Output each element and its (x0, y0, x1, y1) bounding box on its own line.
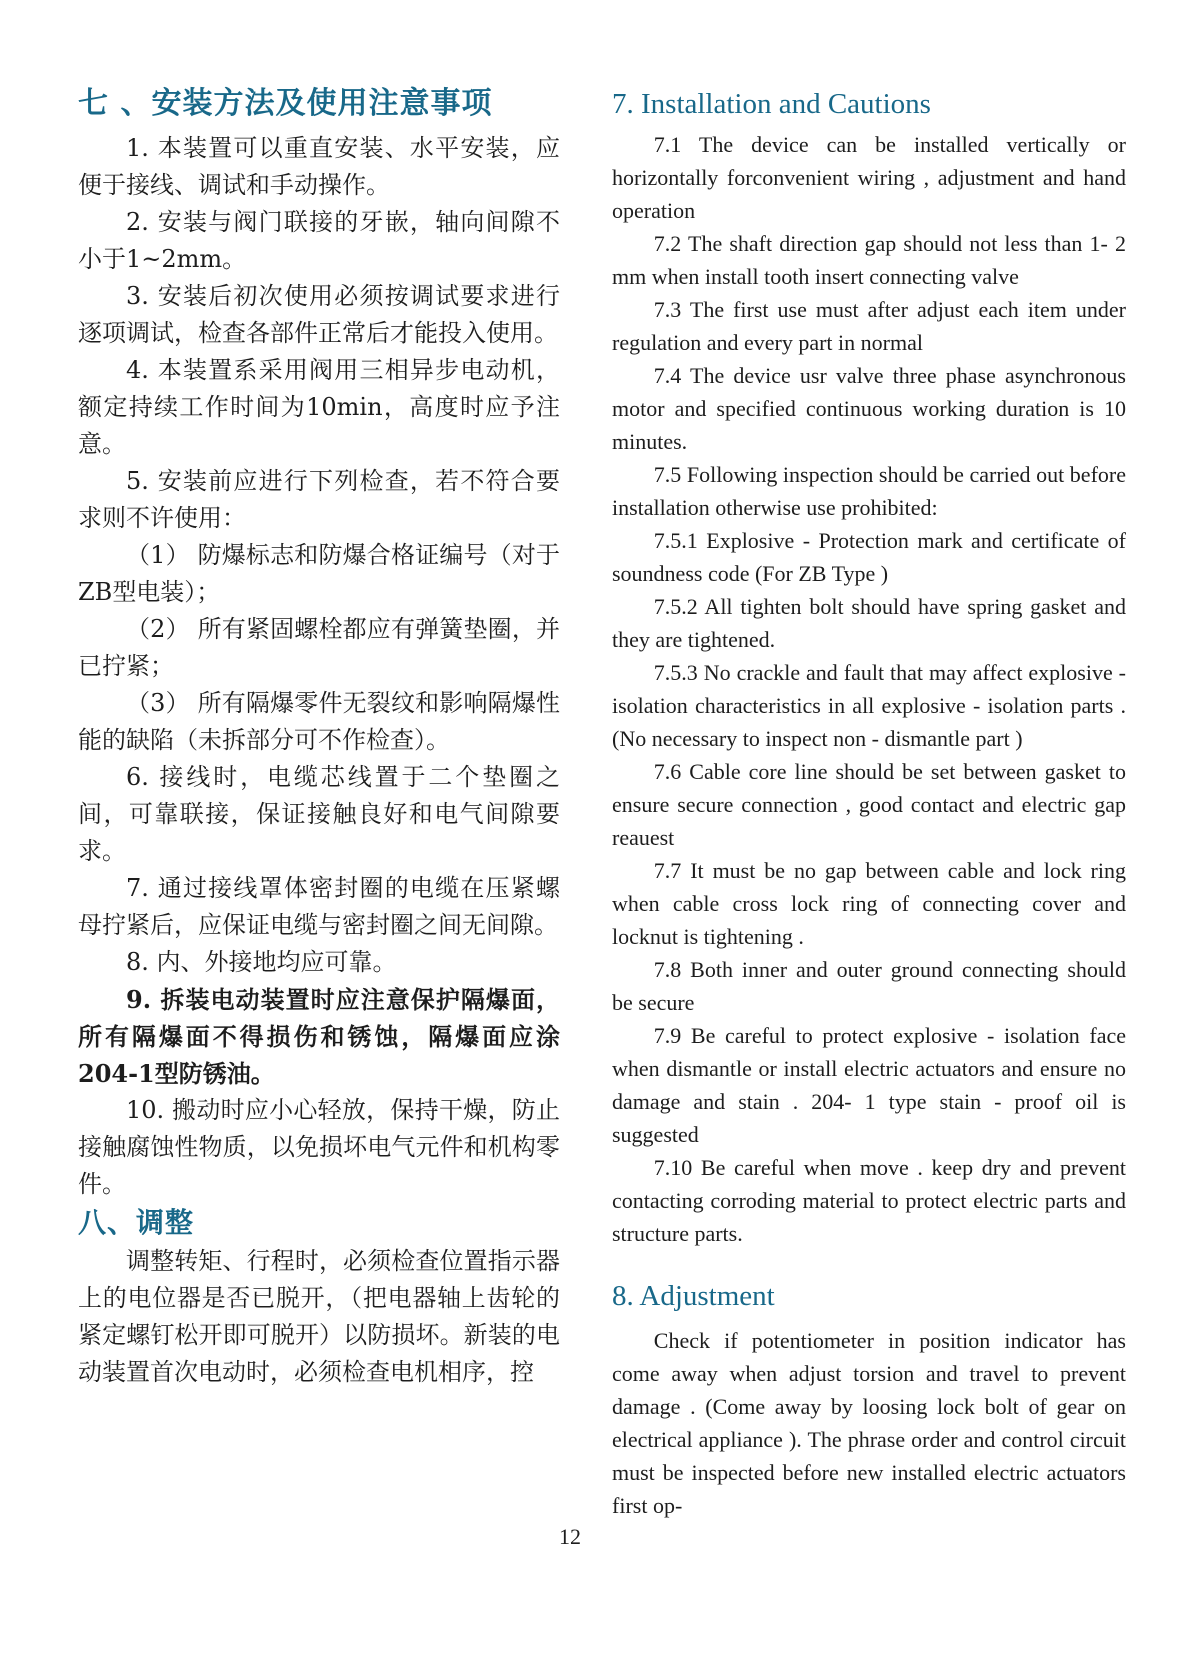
cn-item-10: 10. 搬动时应小心轻放，保持干燥，防止接触腐蚀性物质，以免损坏电气元件和机构零件。 (78, 1096, 560, 1198)
cn-item-1: 1. 本装置可以重直安装、水平安装，应便于接线、调试和手动操作。 (78, 134, 560, 199)
section-7-heading-en: 7. Installation and Cautions (612, 88, 931, 120)
right-column-english (612, 84, 1126, 1522)
cn-item-5-3: （3） 所有隔爆零件无裂纹和影响隔爆性能的缺陷（未拆部分可不作检查）。 (78, 689, 560, 754)
en-item-7-4: 7.4 The device usr valve three phase asynchronous motor and specified continuous working duration is 10 minutes. (612, 363, 1126, 454)
left-column-chinese (78, 84, 560, 1391)
cn-item-6: 6. 接线时，电缆芯线置于二个垫圈之间，可靠联接，保证接触良好和电气间隙要求。 (78, 763, 560, 865)
cn-adjust-paragraph: 调整转矩、行程时，必须检查位置指示器上的电位器是否已脱开，（把电器轴上齿轮的紧定螺钉松开即可脱开）以防损坏。新装的电动装置首次电动时，必须检查电机相序，控 (78, 1247, 560, 1386)
section-8-heading-en: 8. Adjustment (612, 1280, 775, 1312)
en-item-7-5-1: 7.5.1 Explosive - Protection mark and certificate of soundness code (For ZB Type ) (612, 528, 1126, 586)
cn-item-5-1: （1） 防爆标志和防爆合格证编号（对于ZB型电装）； (78, 541, 560, 606)
en-item-7-3: 7.3 The first use must after adjust each item under regulation and every part in normal (612, 297, 1126, 355)
en-item-7-1: 7.1 The device can be installed vertically or horizontally forconvenient wiring , adjustment and hand operation (612, 132, 1126, 223)
en-item-7-6: 7.6 Cable core line should be set between gasket to ensure secure connection , good contact and electric gap reauest (612, 759, 1126, 850)
section-7-heading-cn: 七 、安装方法及使用注意事项 (78, 86, 493, 121)
en-item-7-8: 7.8 Both inner and outer ground connecting should be secure (612, 957, 1126, 1015)
cn-item-5-2: （2） 所有紧固螺栓都应有弹簧垫圈，并已拧紧； (78, 615, 560, 680)
en-adjust-paragraph: Check if potentiometer in position indicator has come away when adjust torsion and travel to prevent damage . (Come away by loosing lock bolt of gear on electrical appliance ). The phrase order and control circuit must be inspected before new installed electric actuators first op- (612, 1328, 1126, 1518)
en-item-7-5: 7.5 Following inspection should be carried out before installation otherwise use prohibited: (612, 462, 1126, 520)
section-8-heading-cn: 八、调整 (78, 1206, 195, 1239)
cn-item-8: 8. 内、外接地均应可靠。 (126, 948, 397, 976)
cn-item-3: 3. 安装后初次使用必须按调试要求进行逐项调试，检查各部件正常后才能投入使用。 (78, 282, 560, 347)
cn-item-7: 7. 通过接线罩体密封圈的电缆在压紧螺母拧紧后，应保证电缆与密封圈之间无间隙。 (78, 874, 560, 939)
en-item-7-5-3: 7.5.3 No crackle and fault that may affect explosive - isolation characteristics in all explosive - isolation parts . (No necessary to inspect non - dismantle part ) (612, 660, 1126, 751)
cn-item-5: 5. 安装前应进行下列检查，若不符合要求则不许使用： (78, 467, 560, 532)
cn-item-4: 4. 本装置系采用阀用三相异步电动机，额定持续工作时间为10min，高度时应予注意。 (78, 356, 560, 458)
cn-item-2: 2. 安装与阀门联接的牙嵌，轴向间隙不小于1~2mm。 (78, 208, 560, 273)
cn-item-9-bold: 9. 拆装电动装置时应注意保护隔爆面，所有隔爆面不得损伤和锈蚀，隔爆面应涂204-1型防锈油。 (78, 985, 560, 1088)
en-item-7-9: 7.9 Be careful to protect explosive - isolation face when dismantle or install electric actuators and ensure no damage and stain . 204- 1 type stain - proof oil is suggested (612, 1023, 1126, 1147)
page-number: 12 (559, 1524, 581, 1549)
en-item-7-7: 7.7 It must be no gap between cable and lock ring when cable cross lock ring of connecting cover and locknut is tightening . (612, 858, 1126, 949)
en-item-7-10: 7.10 Be careful when move . keep dry and prevent contacting corroding material to protect electric parts and structure parts. (612, 1155, 1126, 1246)
en-item-7-5-2: 7.5.2 All tighten bolt should have spring gasket and they are tightened. (612, 594, 1126, 652)
en-item-7-2: 7.2 The shaft direction gap should not less than 1- 2 mm when install tooth insert connecting valve (612, 231, 1126, 289)
